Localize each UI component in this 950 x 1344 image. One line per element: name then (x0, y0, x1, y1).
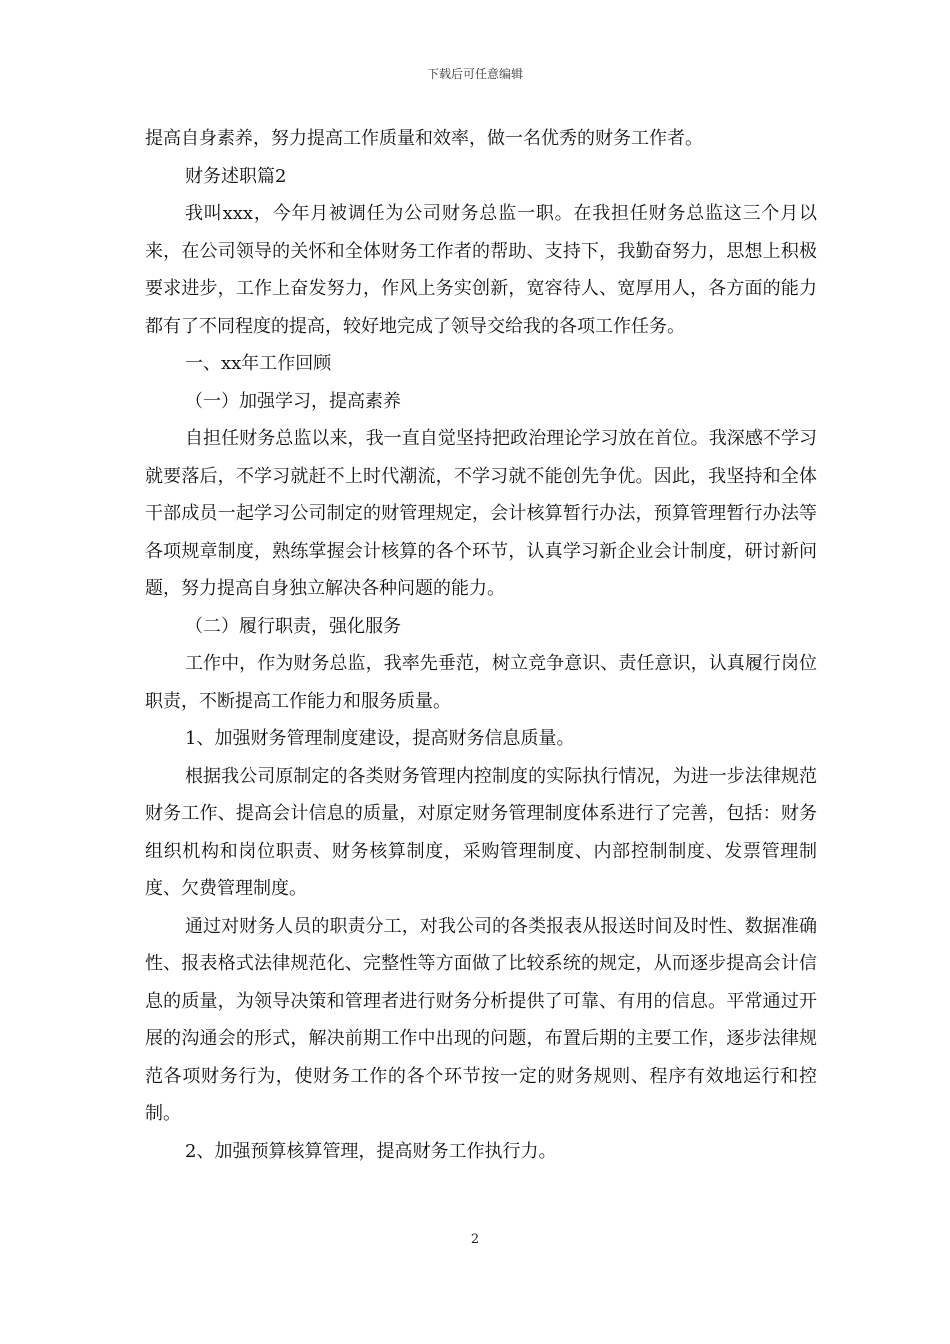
paragraph-continuation: 提高自身素养，努力提高工作质量和效率，做一名优秀的财务工作者。 (145, 128, 703, 149)
paragraph-duties: 工作中，作为财务总监，我率先垂范，树立竞争意识、责任意识，认真履行岗位职责，不断提高工作能力和服务质量。 (145, 653, 817, 712)
subheading-learning: （一）加强学习，提高素养 (185, 390, 401, 412)
item-one-heading: 1、加强财务管理制度建设，提高财务信息质量。 (185, 728, 575, 749)
page-number: 2 (470, 1232, 480, 1247)
heading-review: 一、xx年工作回顾 (185, 353, 332, 374)
paragraph-systems: 根据我公司原制定的各类财务管理内控制度的实际执行情况，为进一步法律规范财务工作、提高会计信息的质量，对原定财务管理制度体系进行了完善，包括：财务组织机构和岗位职责、财务核算制度，采购管理制度、内部控制制度、发票管理制度、欠费管理制度。 (145, 765, 817, 899)
paragraph-reports: 通过对财务人员的职责分工，对我公司的各类报表从报送时间及时性、数据准确性、报表格式法律规范化、完整性等方面做了比较系统的规定，从而逐步提高会计信息的质量，为领导决策和管理者进行财务分析提供了可靠、有用的信息。平常通过开展的沟通会的形式，解决前期工作中出现的问题，布置后期的主要工作，逐步法律规范各项财务行为，使财务工作的各个环节按一定的财务规则、程序有效地运行和控制。 (145, 915, 817, 1124)
section-title: 财务述职篇2 (185, 165, 287, 187)
subheading-duties: （二）履行职责，强化服务 (185, 615, 401, 637)
paragraph-intro: 我叫xxx，今年月被调任为公司财务总监一职。在我担任财务总监这三个月以来，在公司领导的关怀和全体财务工作者的帮助、支持下，我勤奋努力，思想上积极要求进步，工作上奋发努力，作风上务实创新，宽容待人、宽厚用人，各方面的能力都有了不同程度的提高，较好地完成了领导交给我的各项工作任务。 (145, 203, 817, 337)
paragraph-learning: 自担任财务总监以来，我一直自觉坚持把政治理论学习放在首位。我深感不学习就要落后，不学习就赶不上时代潮流，不学习就不能创先争优。因此，我坚持和全体干部成员一起学习公司制定的财管理规定，会计核算暂行办法，预算管理暂行办法等各项规章制度，熟练掌握会计核算的各个环节，认真学习新企业会计制度，研讨新问题，努力提高自身独立解决各种问题的能力。 (145, 428, 817, 599)
item-two-heading: 2、加强预算核算管理，提高财务工作执行力。 (185, 1140, 557, 1162)
document-body (145, 120, 817, 1170)
page-header: 下载后可任意编辑 (426, 67, 523, 81)
